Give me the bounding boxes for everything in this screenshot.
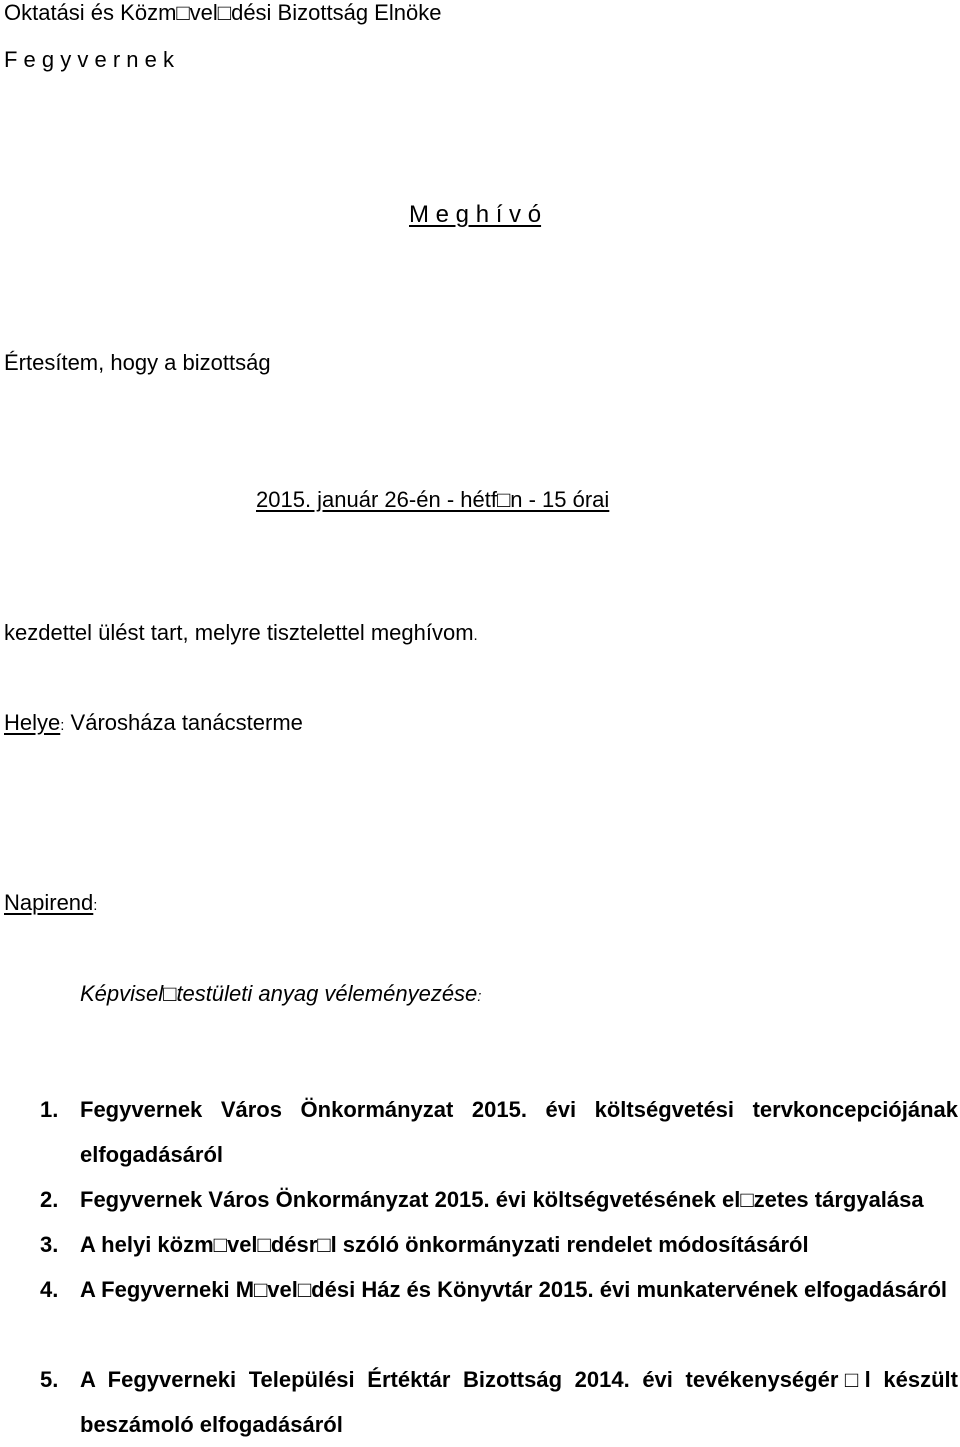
agenda-item bbox=[40, 1267, 958, 1312]
agenda-item bbox=[40, 1357, 958, 1447]
agenda-item-number: 4. bbox=[40, 1277, 59, 1302]
location-colon: : bbox=[60, 717, 65, 734]
agenda-subheading bbox=[80, 981, 481, 1010]
agenda-item bbox=[40, 1087, 958, 1177]
agenda-item-text: A Fegyverneki Települési Értéktár Bizottság 2014. évi tevékenységér□l készült beszámoló elfogadásáról bbox=[80, 1367, 958, 1437]
meeting-location bbox=[4, 710, 303, 739]
location-label: Helye bbox=[4, 710, 61, 735]
agenda-heading bbox=[4, 890, 97, 919]
agenda-item bbox=[40, 1222, 958, 1267]
invitation-period: . bbox=[473, 627, 478, 644]
agenda-item-number: 3. bbox=[40, 1232, 59, 1257]
invitation-text bbox=[4, 620, 478, 649]
location-value: Városháza tanácsterme bbox=[64, 710, 303, 735]
meeting-datetime: 2015. január 26-én - hétf□n - 15 órai bbox=[256, 487, 610, 512]
intro-text: Értesítem, hogy a bizottság bbox=[4, 350, 271, 375]
city-heading: F e g y v e r n e k bbox=[4, 47, 174, 72]
agenda-item-text: Fegyvernek Város Önkormányzat 2015. évi költségvetésének el□zetes tárgyalása bbox=[80, 1187, 924, 1212]
invitation-sentence: kezdettel ülést tart, melyre tisztelettel meghívom bbox=[4, 620, 474, 645]
agenda-item-number: 1. bbox=[40, 1097, 59, 1122]
agenda-subheading-text: Képvisel□testületi anyag véleményezése bbox=[80, 981, 478, 1006]
agenda-item-text: Fegyvernek Város Önkormányzat 2015. évi költségvetési tervkoncepciójának elfogadásáról bbox=[80, 1097, 958, 1167]
organization-heading: Oktatási és Közm□vel□dési Bizottság Elnöke bbox=[4, 0, 442, 25]
agenda-label: Napirend bbox=[4, 890, 94, 915]
document-title: M e g h í v ó bbox=[409, 201, 542, 228]
agenda-item-text: A Fegyverneki M□vel□dési Ház és Könyvtár 2015. évi munkatervének elfogadásáról bbox=[80, 1277, 948, 1302]
agenda-colon: : bbox=[93, 897, 98, 914]
agenda-item bbox=[40, 1177, 958, 1222]
agenda-item-number: 2. bbox=[40, 1187, 59, 1212]
agenda-subheading-colon: : bbox=[477, 988, 482, 1005]
agenda-item-text: A helyi közm□vel□désr□l szóló önkormányzati rendelet módosításáról bbox=[80, 1232, 809, 1257]
agenda-item-number: 5. bbox=[40, 1367, 59, 1392]
